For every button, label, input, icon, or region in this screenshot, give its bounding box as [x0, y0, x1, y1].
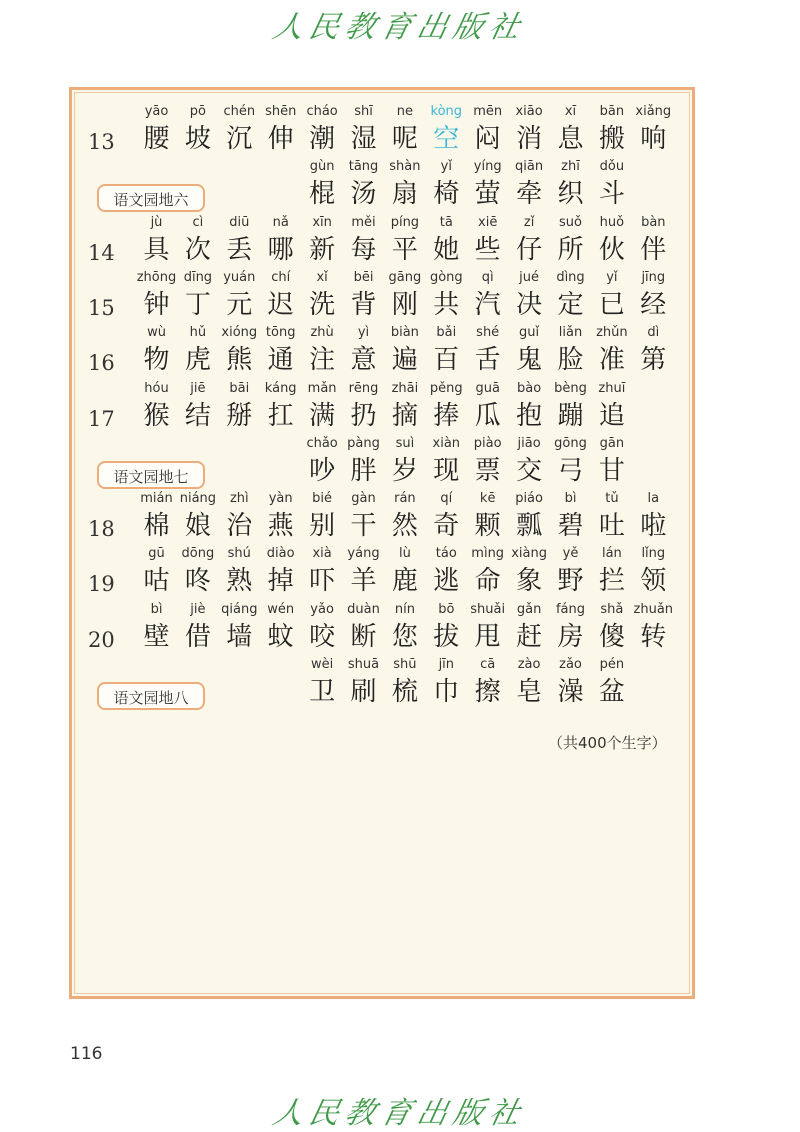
pinyin: qiáng — [221, 601, 258, 617]
lesson-number: 19 — [88, 572, 115, 597]
hanzi-character: 甘 — [598, 455, 625, 486]
pinyin: mēn — [473, 104, 503, 119]
hanzi-character: 熟 — [226, 566, 253, 597]
hanzi-character: 哪 — [267, 234, 294, 265]
pinyin: rēng — [348, 380, 379, 396]
pinyin: zhuǎn — [633, 601, 674, 617]
pinyin: zǐ — [523, 214, 535, 230]
pinyin: hǔ — [189, 325, 207, 341]
pinyin: bì — [150, 601, 163, 617]
hanzi-character: 沉 — [226, 124, 253, 154]
hanzi-character: 赶 — [516, 621, 543, 652]
character-cell — [633, 323, 674, 379]
hanzi-character: 擦 — [474, 677, 501, 707]
pinyin: mián — [140, 491, 173, 507]
pinyin: yàn — [268, 491, 293, 507]
hanzi-character: 蚊 — [267, 621, 294, 652]
hanzi-character: 梳 — [391, 677, 418, 707]
pinyin: tǔ — [605, 491, 619, 507]
hanzi-character: 摘 — [391, 400, 418, 431]
hanzi-character: 羊 — [350, 566, 377, 597]
hanzi-character: 澡 — [557, 677, 584, 707]
pinyin: diào — [266, 546, 295, 562]
pinyin: suǒ — [559, 214, 582, 230]
hanzi-character: 燕 — [267, 511, 294, 542]
pinyin: shé — [476, 325, 500, 341]
pinyin: pàng — [347, 435, 380, 451]
hanzi-character: 满 — [309, 400, 336, 431]
hanzi-character: 象 — [516, 566, 543, 597]
pinyin: gǎn — [516, 601, 542, 617]
hanzi-character: 皂 — [516, 677, 543, 707]
total-characters-note: （共400个生字） — [548, 734, 667, 752]
publisher-header: 人民教育出版社 — [269, 10, 529, 45]
pinyin: yǐ — [440, 159, 452, 175]
hanzi-character: 掰 — [226, 400, 253, 431]
hanzi-character: 鬼 — [516, 345, 543, 376]
hanzi-character: 掉 — [267, 566, 294, 597]
pinyin: shàn — [389, 159, 421, 175]
pinyin: kē — [479, 491, 496, 507]
pinyin: diū — [229, 214, 250, 230]
lesson-number: 13 — [88, 130, 115, 154]
hanzi-character: 潮 — [309, 124, 336, 154]
pinyin: yáng — [347, 546, 380, 562]
hanzi-character: 物 — [143, 345, 170, 376]
hanzi-character: 野 — [557, 566, 584, 597]
table-row — [72, 600, 692, 656]
pinyin: shuǎi — [470, 601, 506, 617]
character-cell — [633, 544, 674, 600]
pinyin: yě — [562, 546, 579, 562]
lesson-number: 20 — [88, 627, 115, 652]
hanzi-character: 吐 — [598, 511, 625, 542]
pinyin: jué — [519, 269, 540, 285]
hanzi-character: 现 — [433, 455, 460, 486]
page-number: 116 — [70, 1044, 103, 1064]
pinyin: wù — [147, 325, 166, 341]
pinyin: bì — [564, 491, 577, 507]
hanzi-character: 椅 — [433, 179, 460, 210]
character-cell — [591, 379, 632, 435]
pinyin: shēn — [265, 104, 297, 119]
hanzi-character: 次 — [184, 234, 211, 265]
hanzi-character: 娘 — [184, 511, 211, 542]
hanzi-character: 追 — [598, 400, 625, 431]
hanzi-character: 傻 — [598, 621, 625, 652]
character-cell — [591, 157, 632, 213]
pinyin: zhù — [310, 325, 334, 341]
hanzi-character: 咬 — [309, 621, 336, 652]
pinyin: bāi — [229, 380, 250, 396]
hanzi-character: 搬 — [598, 124, 625, 154]
hanzi-character: 卫 — [309, 677, 336, 707]
character-cell — [633, 600, 674, 656]
hanzi-character: 丁 — [184, 289, 211, 320]
hanzi-character: 转 — [640, 621, 667, 652]
pinyin: dīng — [183, 269, 213, 285]
pinyin: zǎo — [559, 657, 582, 672]
character-table-frame — [69, 87, 695, 999]
hanzi-character: 经 — [640, 289, 667, 320]
pinyin: xiāo — [515, 104, 543, 119]
pinyin: bàn — [641, 214, 666, 230]
pinyin: bào — [517, 380, 542, 396]
hanzi-character: 干 — [350, 511, 377, 542]
hanzi-character: 瓢 — [516, 511, 543, 542]
pinyin: shuā — [347, 657, 380, 672]
pinyin: duàn — [347, 601, 380, 617]
hanzi-character: 扔 — [350, 400, 377, 431]
hanzi-character: 钟 — [143, 289, 170, 320]
pinyin: táo — [435, 546, 457, 562]
hanzi-character: 湿 — [350, 124, 377, 154]
hanzi-character: 舌 — [474, 345, 501, 376]
hanzi-character: 通 — [267, 345, 294, 376]
pinyin: cā — [480, 657, 496, 672]
hanzi-character: 逃 — [433, 566, 460, 597]
pinyin: jīng — [641, 269, 666, 285]
pinyin: chén — [223, 104, 256, 119]
hanzi-character: 票 — [474, 455, 501, 486]
hanzi-character: 棉 — [143, 511, 170, 542]
hanzi-character: 吓 — [309, 566, 336, 597]
pinyin: xiàn — [432, 435, 461, 451]
hanzi-character: 共 — [433, 289, 460, 320]
pinyin: guǐ — [519, 325, 540, 341]
hanzi-character: 命 — [474, 566, 501, 597]
hanzi-character: 扛 — [267, 400, 294, 431]
pinyin: la — [647, 491, 660, 507]
hanzi-character: 棍 — [309, 179, 336, 210]
lesson-number: 17 — [88, 406, 115, 431]
pinyin: mǎn — [307, 380, 337, 396]
hanzi-character: 响 — [640, 124, 667, 154]
chinese-garden-label: 语文园地八 — [97, 682, 205, 710]
pinyin: piào — [473, 435, 502, 451]
hanzi-character: 呢 — [391, 124, 418, 154]
pinyin: rán — [394, 491, 416, 507]
table-row — [72, 489, 692, 545]
table-row — [72, 268, 692, 324]
hanzi-character: 交 — [516, 455, 543, 486]
hanzi-character: 拔 — [433, 621, 460, 652]
pinyin: gùn — [309, 159, 335, 175]
pinyin: xià — [312, 546, 332, 562]
pinyin: gōng — [554, 435, 587, 451]
lesson-number: 15 — [88, 295, 115, 320]
pinyin: yì — [357, 325, 370, 341]
pinyin: xiē — [478, 214, 498, 230]
hanzi-character: 猴 — [143, 400, 170, 431]
hanzi-character: 咚 — [184, 566, 211, 597]
hanzi-character: 闷 — [474, 124, 501, 154]
pinyin: káng — [264, 380, 297, 396]
hanzi-character: 瓜 — [474, 400, 501, 431]
pinyin: xiàng — [511, 546, 547, 562]
hanzi-character: 每 — [350, 234, 377, 265]
pinyin: měi — [351, 214, 376, 230]
pinyin: zhuī — [598, 380, 626, 396]
hanzi-character: 意 — [350, 345, 377, 376]
hanzi-character: 萤 — [474, 179, 501, 210]
pinyin: jiē — [190, 380, 206, 396]
pinyin: bèng — [554, 380, 587, 396]
pinyin: zhōng — [136, 269, 177, 285]
pinyin: qì — [481, 269, 494, 285]
pinyin: píng — [390, 214, 420, 230]
hanzi-character: 伴 — [640, 234, 667, 265]
hanzi-character: 咕 — [143, 566, 170, 597]
lesson-number: 18 — [88, 517, 115, 542]
hanzi-character: 汤 — [350, 179, 377, 210]
pinyin: gū — [148, 546, 165, 562]
pinyin: guā — [475, 380, 500, 396]
hanzi-character: 准 — [598, 345, 625, 376]
pinyin: tā — [439, 214, 453, 230]
pinyin: yuán — [223, 269, 256, 285]
hanzi-character: 断 — [350, 621, 377, 652]
pinyin: jiè — [190, 601, 206, 617]
pinyin: gòng — [429, 269, 463, 285]
table-row — [72, 157, 692, 213]
hanzi-character: 熊 — [226, 345, 253, 376]
pinyin: zhǔn — [596, 325, 628, 341]
publisher-footer: 人民教育出版社 — [269, 1096, 529, 1131]
hanzi-character: 腰 — [143, 124, 170, 154]
hanzi-character: 百 — [433, 345, 460, 376]
hanzi-character: 伸 — [267, 124, 294, 154]
hanzi-character: 盆 — [598, 677, 625, 707]
pinyin: lǐng — [641, 546, 666, 562]
character-cell — [633, 213, 674, 269]
pinyin: dìng — [556, 269, 585, 285]
hanzi-character: 刚 — [391, 289, 418, 320]
hanzi-character: 借 — [184, 621, 211, 652]
pinyin: fáng — [555, 601, 586, 617]
pinyin: piáo — [515, 491, 543, 507]
hanzi-character: 背 — [350, 289, 377, 320]
hanzi-character: 新 — [309, 234, 336, 265]
hanzi-character: 扇 — [391, 179, 418, 210]
hanzi-character: 奇 — [433, 511, 460, 542]
pinyin: cháo — [306, 104, 338, 119]
hanzi-character: 别 — [309, 511, 336, 542]
pinyin: xǐ — [316, 269, 328, 285]
hanzi-character: 啦 — [640, 511, 667, 542]
pinyin: zhì — [229, 491, 249, 507]
pinyin: liǎn — [558, 325, 583, 341]
pinyin: qiān — [515, 159, 544, 175]
hanzi-character: 斗 — [598, 179, 625, 210]
hanzi-character: 注 — [309, 345, 336, 376]
hanzi-character: 巾 — [433, 677, 460, 707]
pinyin: shū — [393, 657, 417, 672]
character-cell — [633, 268, 674, 324]
table-row — [72, 544, 692, 600]
pinyin: ne — [396, 104, 414, 119]
hanzi-character: 胖 — [350, 455, 377, 486]
pinyin: zhī — [561, 159, 580, 175]
hanzi-character: 颗 — [474, 511, 501, 542]
pinyin: dōng — [181, 546, 215, 562]
hanzi-character: 岁 — [391, 455, 418, 486]
pinyin: huǒ — [599, 214, 625, 230]
hanzi-character: 治 — [226, 511, 253, 542]
pinyin: qí — [440, 491, 453, 507]
character-cell — [591, 655, 632, 711]
hanzi-character: 鹿 — [391, 566, 418, 597]
hanzi-character: 伙 — [598, 234, 625, 265]
pinyin: bié — [312, 491, 333, 507]
table-row — [72, 213, 692, 269]
hanzi-character: 领 — [640, 566, 667, 597]
hanzi-character: 脸 — [557, 345, 584, 376]
pinyin: niáng — [179, 491, 217, 507]
hanzi-character: 墙 — [226, 621, 253, 652]
hanzi-character: 定 — [557, 289, 584, 320]
hanzi-character: 些 — [474, 234, 501, 265]
hanzi-character: 第 — [640, 345, 667, 376]
hanzi-character: 房 — [557, 621, 584, 652]
table-row — [72, 102, 692, 158]
hanzi-character: 平 — [391, 234, 418, 265]
hanzi-character: 具 — [143, 234, 170, 265]
pinyin: mìng — [471, 546, 505, 562]
pinyin: wén — [267, 601, 295, 617]
chinese-garden-label: 语文园地六 — [97, 184, 205, 212]
pinyin: gàn — [351, 491, 376, 507]
pinyin: zào — [517, 657, 541, 672]
table-row — [72, 655, 692, 711]
pinyin: xiǎng — [635, 104, 672, 119]
pinyin: jiāo — [517, 435, 541, 451]
hanzi-character: 仔 — [516, 234, 543, 265]
pinyin: xī — [564, 104, 577, 119]
pinyin: bǎi — [436, 325, 457, 341]
hanzi-character: 然 — [391, 511, 418, 542]
pinyin: pō — [189, 104, 206, 119]
hanzi-character: 丢 — [226, 234, 253, 265]
lesson-number: 16 — [88, 351, 115, 376]
pinyin: shǎ — [600, 601, 624, 617]
pinyin: gān — [599, 435, 625, 451]
hanzi-character: 拦 — [598, 566, 625, 597]
pinyin: lù — [398, 546, 411, 562]
pinyin: shī — [354, 104, 373, 119]
pinyin: pěng — [429, 380, 463, 396]
hanzi-character: 迟 — [267, 289, 294, 320]
pinyin: lán — [601, 546, 622, 562]
hanzi-character: 汽 — [474, 289, 501, 320]
hanzi-character: 消 — [516, 124, 543, 154]
pinyin: xióng — [221, 325, 258, 341]
pinyin: chí — [271, 269, 291, 285]
hanzi-character: 抱 — [516, 400, 543, 431]
pinyin: yāo — [144, 104, 169, 119]
pinyin: jù — [150, 214, 163, 230]
pinyin: bān — [599, 104, 625, 119]
pinyin: biàn — [390, 325, 419, 341]
pinyin: jīn — [438, 657, 455, 672]
pinyin: nǎ — [272, 214, 289, 230]
hanzi-character: 刷 — [350, 677, 377, 707]
table-row — [72, 379, 692, 435]
hanzi-character: 蹦 — [557, 400, 584, 431]
hanzi-character: 元 — [226, 289, 253, 320]
hanzi-character: 虎 — [184, 345, 211, 376]
hanzi-character: 息 — [557, 124, 584, 154]
hanzi-character: 甩 — [474, 621, 501, 652]
hanzi-character: 坡 — [184, 124, 211, 154]
hanzi-character: 结 — [184, 400, 211, 431]
pinyin: pén — [599, 657, 625, 672]
pinyin: yǎo — [310, 601, 334, 617]
pinyin: yǐ — [606, 269, 618, 285]
hanzi-character: 织 — [557, 179, 584, 210]
hanzi-character: 空 — [433, 124, 460, 154]
chinese-garden-label: 语文园地七 — [97, 461, 205, 489]
hanzi-character: 吵 — [309, 455, 336, 486]
table-row — [72, 434, 692, 490]
pinyin: tāng — [348, 159, 379, 175]
pinyin: tōng — [265, 325, 296, 341]
pinyin: suì — [395, 435, 415, 451]
hanzi-character: 壁 — [143, 621, 170, 652]
hanzi-character: 弓 — [557, 455, 584, 486]
pinyin: shú — [227, 546, 251, 562]
pinyin: bō — [438, 601, 455, 617]
character-cell — [633, 102, 674, 158]
hanzi-character: 所 — [557, 234, 584, 265]
pinyin: nín — [394, 601, 415, 617]
hanzi-character: 捧 — [433, 400, 460, 431]
pinyin: bēi — [353, 269, 374, 285]
pinyin: dǒu — [599, 159, 625, 175]
character-cell — [591, 434, 632, 490]
pinyin: yíng — [473, 159, 502, 175]
hanzi-character: 碧 — [557, 511, 584, 542]
hanzi-character: 已 — [598, 289, 625, 320]
pinyin: dì — [647, 325, 660, 341]
hanzi-character: 洗 — [309, 289, 336, 320]
hanzi-character: 您 — [391, 621, 418, 652]
pinyin: kòng — [430, 104, 463, 119]
pinyin: cì — [192, 214, 204, 230]
pinyin: xīn — [312, 214, 332, 230]
pinyin: wèi — [310, 657, 334, 672]
pinyin: chǎo — [306, 435, 338, 451]
character-cell — [633, 489, 674, 545]
pinyin: zhāi — [391, 380, 419, 396]
table-row — [72, 323, 692, 379]
pinyin: hóu — [144, 380, 169, 396]
hanzi-character: 牵 — [516, 179, 543, 210]
hanzi-character: 遍 — [391, 345, 418, 376]
hanzi-character: 决 — [516, 289, 543, 320]
lesson-number: 14 — [88, 240, 115, 265]
hanzi-character: 她 — [433, 234, 460, 265]
pinyin: gāng — [388, 269, 422, 285]
